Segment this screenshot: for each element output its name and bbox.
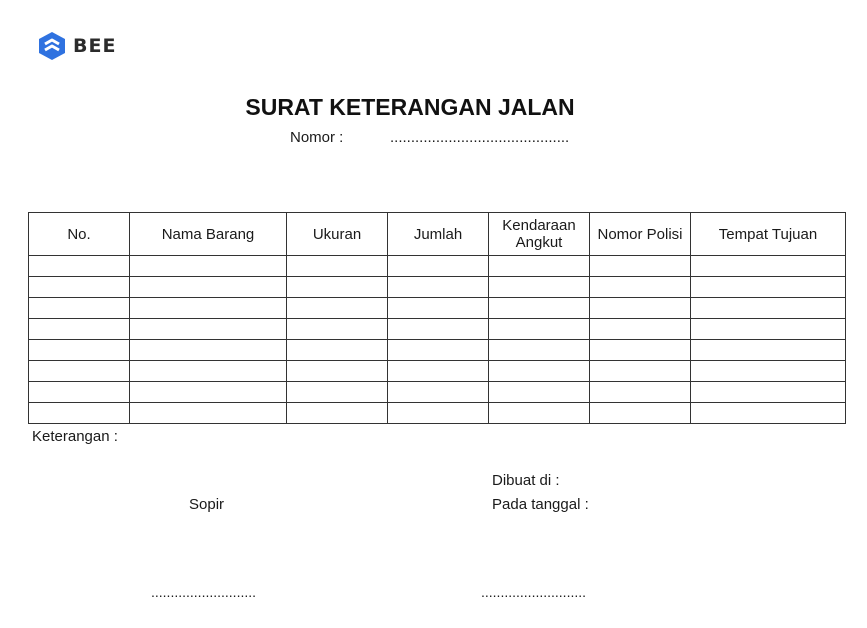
table-cell[interactable] <box>287 403 388 424</box>
table-cell[interactable] <box>691 319 846 340</box>
table-cell[interactable] <box>29 382 130 403</box>
logo-text: BEE <box>73 35 117 57</box>
table-cell[interactable] <box>130 277 287 298</box>
table-cell[interactable] <box>130 382 287 403</box>
company-logo <box>38 30 116 62</box>
table-cell[interactable] <box>29 319 130 340</box>
header-jumlah: Jumlah <box>388 213 489 256</box>
table-cell[interactable] <box>29 298 130 319</box>
header-nama-barang: Nama Barang <box>130 213 287 256</box>
table-row <box>29 277 846 298</box>
signature-line-sopir[interactable]: ........................... <box>151 584 257 600</box>
table-cell[interactable] <box>590 277 691 298</box>
table-cell[interactable] <box>489 361 590 382</box>
table-header-row <box>29 213 846 256</box>
header-no: No. <box>29 213 130 256</box>
nomor-label: Nomor : <box>290 129 344 146</box>
table-row <box>29 403 846 424</box>
table-cell[interactable] <box>388 277 489 298</box>
keterangan-label: Keterangan : <box>32 428 118 445</box>
table-cell[interactable] <box>388 298 489 319</box>
header-nomor-polisi: Nomor Polisi <box>590 213 691 256</box>
table-cell[interactable] <box>287 361 388 382</box>
table-cell[interactable] <box>590 340 691 361</box>
table-cell[interactable] <box>287 382 388 403</box>
table-cell[interactable] <box>590 382 691 403</box>
table-cell[interactable] <box>691 403 846 424</box>
table-cell[interactable] <box>691 361 846 382</box>
signature-line-issuer[interactable]: ........................... <box>481 584 587 600</box>
table-cell[interactable] <box>489 403 590 424</box>
table-cell[interactable] <box>287 277 388 298</box>
table-row <box>29 382 846 403</box>
table-cell[interactable] <box>489 256 590 277</box>
table-row <box>29 340 846 361</box>
table-cell[interactable] <box>130 361 287 382</box>
table-cell[interactable] <box>590 298 691 319</box>
table-cell[interactable] <box>590 403 691 424</box>
table-body <box>29 256 846 424</box>
table-cell[interactable] <box>388 382 489 403</box>
table-cell[interactable] <box>130 256 287 277</box>
nomor-field[interactable]: ........................................... <box>390 129 570 146</box>
dibuat-di-label: Dibuat di : <box>492 472 560 489</box>
table-cell[interactable] <box>691 298 846 319</box>
table-cell[interactable] <box>29 403 130 424</box>
table-cell[interactable] <box>388 403 489 424</box>
table-cell[interactable] <box>489 277 590 298</box>
table-cell[interactable] <box>489 382 590 403</box>
table-row <box>29 256 846 277</box>
table-cell[interactable] <box>489 340 590 361</box>
table-cell[interactable] <box>388 319 489 340</box>
table-cell[interactable] <box>287 340 388 361</box>
table-cell[interactable] <box>130 340 287 361</box>
table-cell[interactable] <box>130 403 287 424</box>
table-cell[interactable] <box>388 256 489 277</box>
table-cell[interactable] <box>29 340 130 361</box>
header-kendaraan-angkut <box>489 213 590 256</box>
sopir-label: Sopir <box>189 496 225 513</box>
table-cell[interactable] <box>130 298 287 319</box>
table-cell[interactable] <box>388 340 489 361</box>
table-cell[interactable] <box>489 298 590 319</box>
table-cell[interactable] <box>287 319 388 340</box>
table-cell[interactable] <box>590 361 691 382</box>
table-cell[interactable] <box>29 277 130 298</box>
header-kendaraan-line1: Kendaraan <box>502 217 576 234</box>
table-cell[interactable] <box>287 256 388 277</box>
table-cell[interactable] <box>489 319 590 340</box>
header-kendaraan-line2: Angkut <box>515 234 563 251</box>
table-cell[interactable] <box>691 382 846 403</box>
table-row <box>29 298 846 319</box>
bee-hexagon-logo-icon <box>38 31 66 61</box>
table-cell[interactable] <box>29 361 130 382</box>
pada-tanggal-label: Pada tanggal : <box>492 496 589 513</box>
table-row <box>29 319 846 340</box>
table-cell[interactable] <box>130 319 287 340</box>
table-row <box>29 361 846 382</box>
table-cell[interactable] <box>388 361 489 382</box>
goods-table <box>28 212 846 424</box>
table-cell[interactable] <box>29 256 130 277</box>
document-title: SURAT KETERANGAN JALAN <box>245 94 575 120</box>
table-cell[interactable] <box>691 277 846 298</box>
table-cell[interactable] <box>691 340 846 361</box>
table-cell[interactable] <box>590 256 691 277</box>
table-cell[interactable] <box>691 256 846 277</box>
table-cell[interactable] <box>287 298 388 319</box>
header-ukuran: Ukuran <box>287 213 388 256</box>
header-tempat-tujuan: Tempat Tujuan <box>691 213 846 256</box>
table-cell[interactable] <box>590 319 691 340</box>
